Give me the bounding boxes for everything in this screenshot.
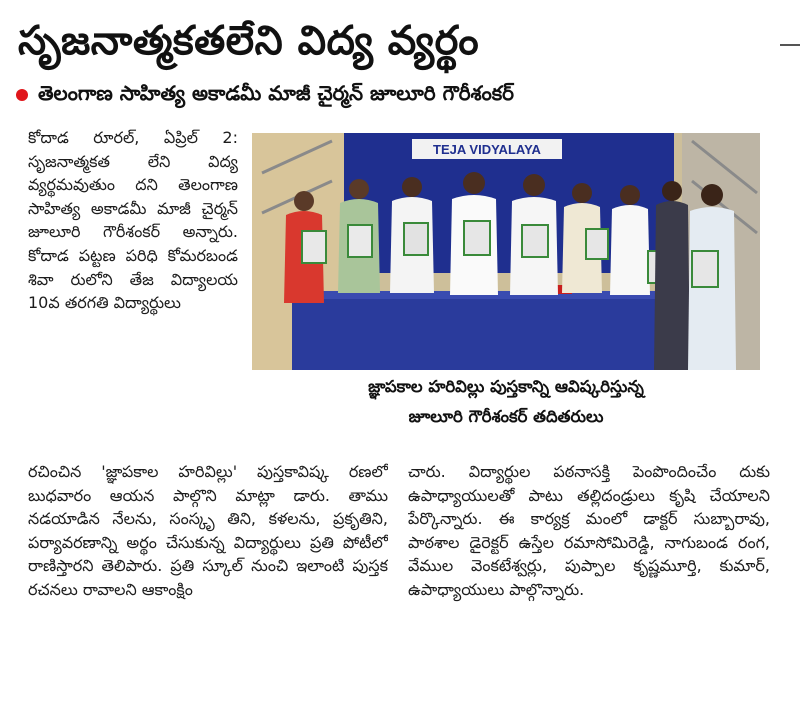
intro-paragraph [28, 126, 238, 462]
red-bullet-icon [16, 89, 28, 101]
caption-line-2: జూలూరి గౌరీశంకర్ తదితరులు [408, 407, 604, 426]
banner-text: TEJA VIDYALAYA [433, 142, 541, 157]
right-column [408, 460, 770, 696]
left-column-text: రచించిన 'జ్ఞాపకాల హరివిల్లు' పుస్తకావిష్క రణలో బుధవారం ఆయన పాల్గొని మాట్లా డారు. తాము నడయాడిన నేలను, సంస్కృ తిని, కళలను, ప్రకృతిని, పర్యావరణాన్ని అర్థం చేసుకున్న విద్యార్థులు ప్రతి పోటీలో రాణిస్తారని తెలిపారు. ప్రతి స్కూల్ నుంచి ఇలాంటి పుస్తక రచనలు రావాలని ఆకాంక్షిం [28, 462, 388, 599]
subheading-text: తెలంగాణ సాహిత్య అకాడమీ మాజీ చైర్మన్ జూలూరి గౌరీశంకర్ [38, 80, 515, 105]
left-column [28, 460, 388, 696]
divider [780, 44, 800, 46]
caption-line-1: జ్ఞాపకాల హరివిల్లు పుస్తకాన్ని ఆవిష్కరిస్తున్న [368, 377, 644, 396]
photo-caption [252, 372, 760, 442]
news-photo [252, 133, 760, 370]
subheading [16, 78, 776, 112]
right-column-text: చారు. విద్యార్థుల పఠనాసక్తి పెంపొందించేం దుకు ఉపాధ్యాయులతో పాటు తల్లిదండ్రులు కృషి చేయాలని పేర్కొన్నారు. ఈ కార్యక్ర మంలో డాక్టర్ సుబ్బారావు, పాఠశాల డైరెక్టర్ ఉస్తేల రమాసోమిరెడ్డి, నాగుబండ రంగ, వేముల వెంకటేశ్వర్లు, పుప్పాల కృష్ణమూర్తి, కుమార్, ఉపాధ్యాయులు పాల్గొన్నారు. [408, 462, 770, 599]
photo-illustration [252, 133, 760, 370]
headline: సృజనాత్మకతలేని విద్య వ్యర్థం [18, 18, 480, 64]
intro-text: కోదాడ రూరల్, ఏప్రిల్ 2: సృజనాత్మకత లేని విద్య వ్యర్థమవుతుం దని తెలంగాణ సాహిత్య అకాడమీ మాజీ చైర్మన్ జూలూరి గౌరీశంకర్ అన్నారు. కోదాడ పట్టణ పరిధి కోమరబండ శివా రులోని తేజ విద్యాలయ 10వ తరగతి విద్యార్థులు [28, 128, 238, 313]
